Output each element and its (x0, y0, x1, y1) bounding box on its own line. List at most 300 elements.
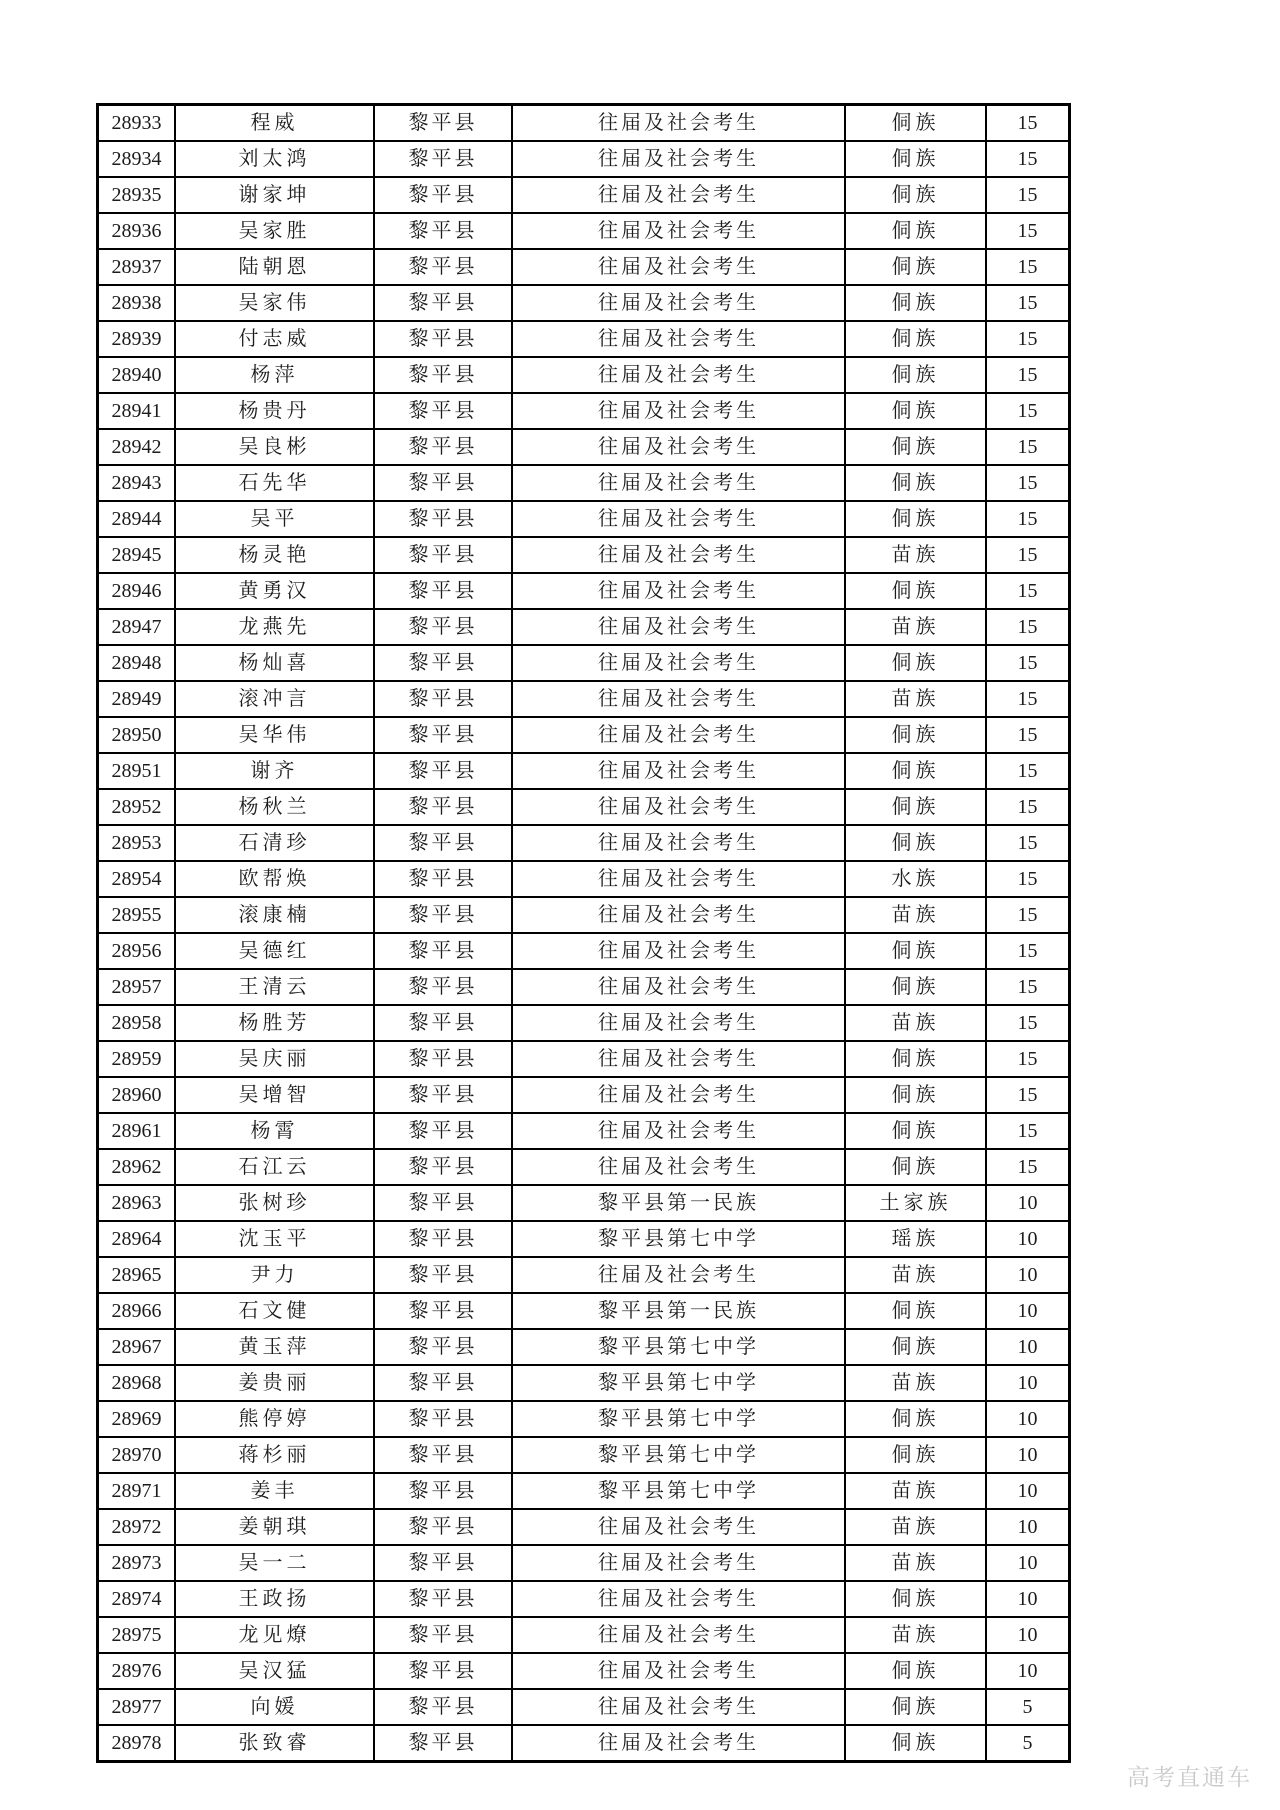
candidate-id-cell: 28972 (98, 1509, 176, 1545)
candidate-score-cell: 15 (986, 537, 1070, 573)
candidate-score-cell: 10 (986, 1329, 1070, 1365)
candidate-name-cell: 龙见燎 (175, 1617, 374, 1653)
candidate-score-cell: 10 (986, 1473, 1070, 1509)
candidate-ethnicity-cell: 苗族 (845, 681, 986, 717)
candidate-county-cell: 黎平县 (374, 213, 512, 249)
candidate-county-cell: 黎平县 (374, 1365, 512, 1401)
candidate-id-cell: 28959 (98, 1041, 176, 1077)
candidate-county-cell: 黎平县 (374, 753, 512, 789)
table-row (98, 1077, 1070, 1113)
candidate-county-cell: 黎平县 (374, 1617, 512, 1653)
candidate-id-cell: 28937 (98, 249, 176, 285)
candidate-name-cell: 张致睿 (175, 1725, 374, 1762)
table-row (98, 1293, 1070, 1329)
candidate-ethnicity-cell: 侗族 (845, 1401, 986, 1437)
candidate-name-cell: 姜丰 (175, 1473, 374, 1509)
candidate-county-cell: 黎平县 (374, 1401, 512, 1437)
candidate-school-cell: 黎平县第一民族 (512, 1185, 845, 1221)
candidate-school-cell: 往届及社会考生 (512, 1545, 845, 1581)
candidate-school-cell: 往届及社会考生 (512, 177, 845, 213)
candidate-county-cell: 黎平县 (374, 465, 512, 501)
candidate-name-cell: 熊停婷 (175, 1401, 374, 1437)
candidate-school-cell: 往届及社会考生 (512, 645, 845, 681)
candidate-ethnicity-cell: 侗族 (845, 825, 986, 861)
candidate-id-cell: 28944 (98, 501, 176, 537)
candidate-score-cell: 15 (986, 357, 1070, 393)
table-row (98, 429, 1070, 465)
candidate-school-cell: 往届及社会考生 (512, 1653, 845, 1689)
candidate-name-cell: 程威 (175, 105, 374, 142)
candidate-score-cell: 15 (986, 1041, 1070, 1077)
candidate-id-cell: 28957 (98, 969, 176, 1005)
candidate-name-cell: 姜贵丽 (175, 1365, 374, 1401)
candidate-score-cell: 10 (986, 1257, 1070, 1293)
candidate-county-cell: 黎平县 (374, 321, 512, 357)
candidate-score-cell: 10 (986, 1185, 1070, 1221)
candidate-name-cell: 石清珍 (175, 825, 374, 861)
candidate-ethnicity-cell: 侗族 (845, 501, 986, 537)
candidate-id-cell: 28952 (98, 789, 176, 825)
candidate-ethnicity-cell: 侗族 (845, 645, 986, 681)
candidate-county-cell: 黎平县 (374, 1077, 512, 1113)
candidate-score-cell: 10 (986, 1617, 1070, 1653)
candidate-id-cell: 28941 (98, 393, 176, 429)
candidate-school-cell: 往届及社会考生 (512, 1041, 845, 1077)
candidate-ethnicity-cell: 侗族 (845, 1653, 986, 1689)
candidate-score-cell: 15 (986, 717, 1070, 753)
candidate-score-cell: 15 (986, 897, 1070, 933)
table-row (98, 969, 1070, 1005)
candidate-id-cell: 28967 (98, 1329, 176, 1365)
table-row (98, 861, 1070, 897)
candidate-county-cell: 黎平县 (374, 1041, 512, 1077)
table-row (98, 1617, 1070, 1653)
table-row (98, 645, 1070, 681)
candidate-school-cell: 往届及社会考生 (512, 753, 845, 789)
candidate-school-cell: 黎平县第七中学 (512, 1473, 845, 1509)
candidate-name-cell: 滚冲言 (175, 681, 374, 717)
table-row (98, 1509, 1070, 1545)
candidate-name-cell: 杨霄 (175, 1113, 374, 1149)
candidate-id-cell: 28955 (98, 897, 176, 933)
candidate-name-cell: 杨灿喜 (175, 645, 374, 681)
candidate-ethnicity-cell: 水族 (845, 861, 986, 897)
candidate-name-cell: 龙燕先 (175, 609, 374, 645)
candidate-county-cell: 黎平县 (374, 1473, 512, 1509)
candidate-school-cell: 黎平县第七中学 (512, 1401, 845, 1437)
candidate-name-cell: 沈玉平 (175, 1221, 374, 1257)
table-row (98, 1005, 1070, 1041)
candidate-id-cell: 28936 (98, 213, 176, 249)
candidate-county-cell: 黎平县 (374, 825, 512, 861)
table-row (98, 1257, 1070, 1293)
table-row (98, 933, 1070, 969)
candidate-school-cell: 黎平县第一民族 (512, 1293, 845, 1329)
candidate-roster-table (96, 103, 1071, 1763)
candidate-score-cell: 15 (986, 1005, 1070, 1041)
candidate-county-cell: 黎平县 (374, 861, 512, 897)
candidate-score-cell: 15 (986, 645, 1070, 681)
candidate-name-cell: 吴德红 (175, 933, 374, 969)
candidate-ethnicity-cell: 苗族 (845, 537, 986, 573)
candidate-score-cell: 10 (986, 1581, 1070, 1617)
table-row (98, 249, 1070, 285)
candidate-name-cell: 王政扬 (175, 1581, 374, 1617)
candidate-school-cell: 往届及社会考生 (512, 1581, 845, 1617)
candidate-ethnicity-cell: 苗族 (845, 1005, 986, 1041)
candidate-name-cell: 吴一二 (175, 1545, 374, 1581)
candidate-name-cell: 滚康楠 (175, 897, 374, 933)
table-row (98, 789, 1070, 825)
table-row (98, 897, 1070, 933)
candidate-name-cell: 王清云 (175, 969, 374, 1005)
candidate-ethnicity-cell: 苗族 (845, 1545, 986, 1581)
candidate-school-cell: 往届及社会考生 (512, 1509, 845, 1545)
candidate-name-cell: 姜朝琪 (175, 1509, 374, 1545)
candidate-ethnicity-cell: 侗族 (845, 177, 986, 213)
candidate-id-cell: 28954 (98, 861, 176, 897)
candidate-score-cell: 15 (986, 753, 1070, 789)
candidate-county-cell: 黎平县 (374, 141, 512, 177)
candidate-id-cell: 28978 (98, 1725, 176, 1762)
table-row (98, 573, 1070, 609)
candidate-county-cell: 黎平县 (374, 1221, 512, 1257)
candidate-ethnicity-cell: 侗族 (845, 141, 986, 177)
candidate-county-cell: 黎平县 (374, 177, 512, 213)
candidate-county-cell: 黎平县 (374, 609, 512, 645)
candidate-name-cell: 吴家胜 (175, 213, 374, 249)
table-row (98, 465, 1070, 501)
candidate-ethnicity-cell: 侗族 (845, 1293, 986, 1329)
candidate-score-cell: 15 (986, 969, 1070, 1005)
candidate-id-cell: 28933 (98, 105, 176, 142)
candidate-county-cell: 黎平县 (374, 537, 512, 573)
candidate-ethnicity-cell: 侗族 (845, 1581, 986, 1617)
candidate-county-cell: 黎平县 (374, 1185, 512, 1221)
candidate-ethnicity-cell: 苗族 (845, 1509, 986, 1545)
table-row (98, 1473, 1070, 1509)
candidate-id-cell: 28939 (98, 321, 176, 357)
candidate-score-cell: 15 (986, 177, 1070, 213)
candidate-county-cell: 黎平县 (374, 933, 512, 969)
candidate-school-cell: 黎平县第七中学 (512, 1437, 845, 1473)
candidate-county-cell: 黎平县 (374, 105, 512, 142)
table-row (98, 1401, 1070, 1437)
candidate-id-cell: 28969 (98, 1401, 176, 1437)
candidate-score-cell: 15 (986, 789, 1070, 825)
candidate-county-cell: 黎平县 (374, 897, 512, 933)
candidate-school-cell: 往届及社会考生 (512, 213, 845, 249)
candidate-score-cell: 15 (986, 249, 1070, 285)
candidate-school-cell: 往届及社会考生 (512, 393, 845, 429)
candidate-school-cell: 往届及社会考生 (512, 1113, 845, 1149)
candidate-id-cell: 28947 (98, 609, 176, 645)
candidate-id-cell: 28943 (98, 465, 176, 501)
candidate-school-cell: 往届及社会考生 (512, 861, 845, 897)
table-row (98, 717, 1070, 753)
candidate-id-cell: 28953 (98, 825, 176, 861)
candidate-id-cell: 28946 (98, 573, 176, 609)
candidate-county-cell: 黎平县 (374, 681, 512, 717)
candidate-ethnicity-cell: 侗族 (845, 717, 986, 753)
candidate-ethnicity-cell: 侗族 (845, 321, 986, 357)
candidate-score-cell: 10 (986, 1401, 1070, 1437)
candidate-ethnicity-cell: 侗族 (845, 1077, 986, 1113)
candidate-score-cell: 5 (986, 1725, 1070, 1762)
candidate-county-cell: 黎平县 (374, 429, 512, 465)
candidate-ethnicity-cell: 侗族 (845, 789, 986, 825)
candidate-ethnicity-cell: 侗族 (845, 1113, 986, 1149)
candidate-score-cell: 5 (986, 1689, 1070, 1725)
candidate-score-cell: 15 (986, 213, 1070, 249)
candidate-ethnicity-cell: 侗族 (845, 753, 986, 789)
table-row (98, 1221, 1070, 1257)
candidate-ethnicity-cell: 瑶族 (845, 1221, 986, 1257)
table-row (98, 681, 1070, 717)
candidate-county-cell: 黎平县 (374, 969, 512, 1005)
table-row (98, 1689, 1070, 1725)
candidate-school-cell: 往届及社会考生 (512, 789, 845, 825)
candidate-school-cell: 往届及社会考生 (512, 1077, 845, 1113)
candidate-score-cell: 15 (986, 825, 1070, 861)
candidate-ethnicity-cell: 侗族 (845, 465, 986, 501)
candidate-score-cell: 10 (986, 1545, 1070, 1581)
candidate-ethnicity-cell: 侗族 (845, 1149, 986, 1185)
candidate-id-cell: 28960 (98, 1077, 176, 1113)
candidate-name-cell: 张树珍 (175, 1185, 374, 1221)
candidate-county-cell: 黎平县 (374, 249, 512, 285)
candidate-id-cell: 28938 (98, 285, 176, 321)
candidate-id-cell: 28965 (98, 1257, 176, 1293)
candidate-county-cell: 黎平县 (374, 1653, 512, 1689)
candidate-score-cell: 15 (986, 285, 1070, 321)
table-row (98, 537, 1070, 573)
candidate-county-cell: 黎平县 (374, 645, 512, 681)
candidate-school-cell: 往届及社会考生 (512, 321, 845, 357)
candidate-ethnicity-cell: 侗族 (845, 429, 986, 465)
candidate-county-cell: 黎平县 (374, 1509, 512, 1545)
candidate-school-cell: 往届及社会考生 (512, 1689, 845, 1725)
candidate-school-cell: 往届及社会考生 (512, 681, 845, 717)
candidate-score-cell: 15 (986, 429, 1070, 465)
candidate-school-cell: 黎平县第七中学 (512, 1329, 845, 1365)
candidate-name-cell: 蒋杉丽 (175, 1437, 374, 1473)
table-row (98, 1545, 1070, 1581)
candidate-county-cell: 黎平县 (374, 285, 512, 321)
table-row (98, 285, 1070, 321)
table-row (98, 1581, 1070, 1617)
table-row (98, 1185, 1070, 1221)
candidate-id-cell: 28971 (98, 1473, 176, 1509)
table-row (98, 357, 1070, 393)
candidate-school-cell: 往届及社会考生 (512, 285, 845, 321)
candidate-score-cell: 15 (986, 321, 1070, 357)
candidate-name-cell: 石文健 (175, 1293, 374, 1329)
candidate-county-cell: 黎平县 (374, 573, 512, 609)
candidate-name-cell: 尹力 (175, 1257, 374, 1293)
candidate-county-cell: 黎平县 (374, 789, 512, 825)
candidate-score-cell: 15 (986, 681, 1070, 717)
table-row (98, 141, 1070, 177)
table-row (98, 1365, 1070, 1401)
table-row (98, 213, 1070, 249)
candidate-id-cell: 28962 (98, 1149, 176, 1185)
candidate-ethnicity-cell: 苗族 (845, 1617, 986, 1653)
candidate-school-cell: 往届及社会考生 (512, 609, 845, 645)
candidate-name-cell: 向媛 (175, 1689, 374, 1725)
candidate-name-cell: 陆朝恩 (175, 249, 374, 285)
table-row (98, 105, 1070, 142)
candidate-school-cell: 往届及社会考生 (512, 357, 845, 393)
candidate-score-cell: 10 (986, 1437, 1070, 1473)
candidate-county-cell: 黎平县 (374, 1293, 512, 1329)
candidate-ethnicity-cell: 侗族 (845, 1689, 986, 1725)
candidate-score-cell: 15 (986, 861, 1070, 897)
candidate-school-cell: 黎平县第七中学 (512, 1221, 845, 1257)
candidate-ethnicity-cell: 土家族 (845, 1185, 986, 1221)
candidate-school-cell: 黎平县第七中学 (512, 1365, 845, 1401)
table-row (98, 501, 1070, 537)
candidate-county-cell: 黎平县 (374, 501, 512, 537)
table-body (98, 105, 1070, 1762)
candidate-id-cell: 28975 (98, 1617, 176, 1653)
candidate-school-cell: 往届及社会考生 (512, 1149, 845, 1185)
candidate-name-cell: 付志威 (175, 321, 374, 357)
candidate-school-cell: 往届及社会考生 (512, 897, 845, 933)
candidate-name-cell: 吴汉猛 (175, 1653, 374, 1689)
candidate-id-cell: 28958 (98, 1005, 176, 1041)
candidate-county-cell: 黎平县 (374, 1581, 512, 1617)
candidate-school-cell: 往届及社会考生 (512, 105, 845, 142)
candidate-county-cell: 黎平县 (374, 1437, 512, 1473)
candidate-name-cell: 吴增智 (175, 1077, 374, 1113)
table-row (98, 1041, 1070, 1077)
table-row (98, 753, 1070, 789)
candidate-id-cell: 28948 (98, 645, 176, 681)
candidate-ethnicity-cell: 侗族 (845, 357, 986, 393)
candidate-school-cell: 往届及社会考生 (512, 717, 845, 753)
candidate-id-cell: 28942 (98, 429, 176, 465)
candidate-name-cell: 吴家伟 (175, 285, 374, 321)
candidate-county-cell: 黎平县 (374, 1005, 512, 1041)
candidate-name-cell: 杨胜芳 (175, 1005, 374, 1041)
candidate-score-cell: 15 (986, 501, 1070, 537)
candidate-school-cell: 往届及社会考生 (512, 429, 845, 465)
candidate-county-cell: 黎平县 (374, 393, 512, 429)
candidate-score-cell: 15 (986, 141, 1070, 177)
candidate-school-cell: 往届及社会考生 (512, 933, 845, 969)
candidate-school-cell: 往届及社会考生 (512, 1617, 845, 1653)
candidate-ethnicity-cell: 侗族 (845, 213, 986, 249)
candidate-id-cell: 28934 (98, 141, 176, 177)
candidate-score-cell: 15 (986, 105, 1070, 142)
candidate-county-cell: 黎平县 (374, 357, 512, 393)
candidate-name-cell: 杨秋兰 (175, 789, 374, 825)
candidate-score-cell: 15 (986, 393, 1070, 429)
candidate-id-cell: 28949 (98, 681, 176, 717)
candidate-school-cell: 往届及社会考生 (512, 537, 845, 573)
candidate-ethnicity-cell: 侗族 (845, 1437, 986, 1473)
table-row (98, 1149, 1070, 1185)
candidate-name-cell: 谢齐 (175, 753, 374, 789)
candidate-score-cell: 10 (986, 1509, 1070, 1545)
candidate-name-cell: 吴良彬 (175, 429, 374, 465)
candidate-county-cell: 黎平县 (374, 1725, 512, 1762)
candidate-id-cell: 28970 (98, 1437, 176, 1473)
candidate-county-cell: 黎平县 (374, 1329, 512, 1365)
candidate-ethnicity-cell: 侗族 (845, 285, 986, 321)
candidate-county-cell: 黎平县 (374, 1689, 512, 1725)
table-row (98, 393, 1070, 429)
candidate-score-cell: 10 (986, 1365, 1070, 1401)
candidate-id-cell: 28961 (98, 1113, 176, 1149)
candidate-id-cell: 28940 (98, 357, 176, 393)
candidate-ethnicity-cell: 侗族 (845, 1041, 986, 1077)
candidate-ethnicity-cell: 苗族 (845, 1365, 986, 1401)
candidate-ethnicity-cell: 侗族 (845, 573, 986, 609)
candidate-score-cell: 15 (986, 573, 1070, 609)
candidate-county-cell: 黎平县 (374, 1113, 512, 1149)
table-row (98, 1653, 1070, 1689)
candidate-school-cell: 往届及社会考生 (512, 1257, 845, 1293)
candidate-score-cell: 10 (986, 1221, 1070, 1257)
candidate-name-cell: 杨萍 (175, 357, 374, 393)
candidate-score-cell: 10 (986, 1293, 1070, 1329)
candidate-county-cell: 黎平县 (374, 1257, 512, 1293)
candidate-school-cell: 往届及社会考生 (512, 249, 845, 285)
candidate-id-cell: 28950 (98, 717, 176, 753)
table-row (98, 1725, 1070, 1762)
candidate-id-cell: 28974 (98, 1581, 176, 1617)
candidate-id-cell: 28966 (98, 1293, 176, 1329)
candidate-name-cell: 吴平 (175, 501, 374, 537)
candidate-ethnicity-cell: 侗族 (845, 393, 986, 429)
candidate-score-cell: 10 (986, 1653, 1070, 1689)
candidate-id-cell: 28956 (98, 933, 176, 969)
candidate-name-cell: 杨灵艳 (175, 537, 374, 573)
candidate-name-cell: 黄勇汉 (175, 573, 374, 609)
candidate-name-cell: 欧帮焕 (175, 861, 374, 897)
candidate-school-cell: 往届及社会考生 (512, 1005, 845, 1041)
candidate-ethnicity-cell: 苗族 (845, 897, 986, 933)
candidate-name-cell: 吴庆丽 (175, 1041, 374, 1077)
candidate-name-cell: 吴华伟 (175, 717, 374, 753)
candidate-name-cell: 石先华 (175, 465, 374, 501)
candidate-id-cell: 28963 (98, 1185, 176, 1221)
candidate-school-cell: 往届及社会考生 (512, 969, 845, 1005)
candidate-id-cell: 28935 (98, 177, 176, 213)
candidate-school-cell: 往届及社会考生 (512, 501, 845, 537)
candidate-county-cell: 黎平县 (374, 717, 512, 753)
candidate-id-cell: 28968 (98, 1365, 176, 1401)
candidate-name-cell: 黄玉萍 (175, 1329, 374, 1365)
candidate-ethnicity-cell: 侗族 (845, 933, 986, 969)
watermark-text: 高考直通车 (1127, 1764, 1252, 1790)
candidate-county-cell: 黎平县 (374, 1149, 512, 1185)
candidate-id-cell: 28951 (98, 753, 176, 789)
candidate-ethnicity-cell: 侗族 (845, 969, 986, 1005)
candidate-county-cell: 黎平县 (374, 1545, 512, 1581)
candidate-ethnicity-cell: 苗族 (845, 609, 986, 645)
table-row (98, 1113, 1070, 1149)
table-row (98, 1437, 1070, 1473)
table-row (98, 825, 1070, 861)
candidate-ethnicity-cell: 侗族 (845, 1725, 986, 1762)
candidate-school-cell: 往届及社会考生 (512, 465, 845, 501)
candidate-school-cell: 往届及社会考生 (512, 573, 845, 609)
candidate-ethnicity-cell: 苗族 (845, 1473, 986, 1509)
table-row (98, 1329, 1070, 1365)
